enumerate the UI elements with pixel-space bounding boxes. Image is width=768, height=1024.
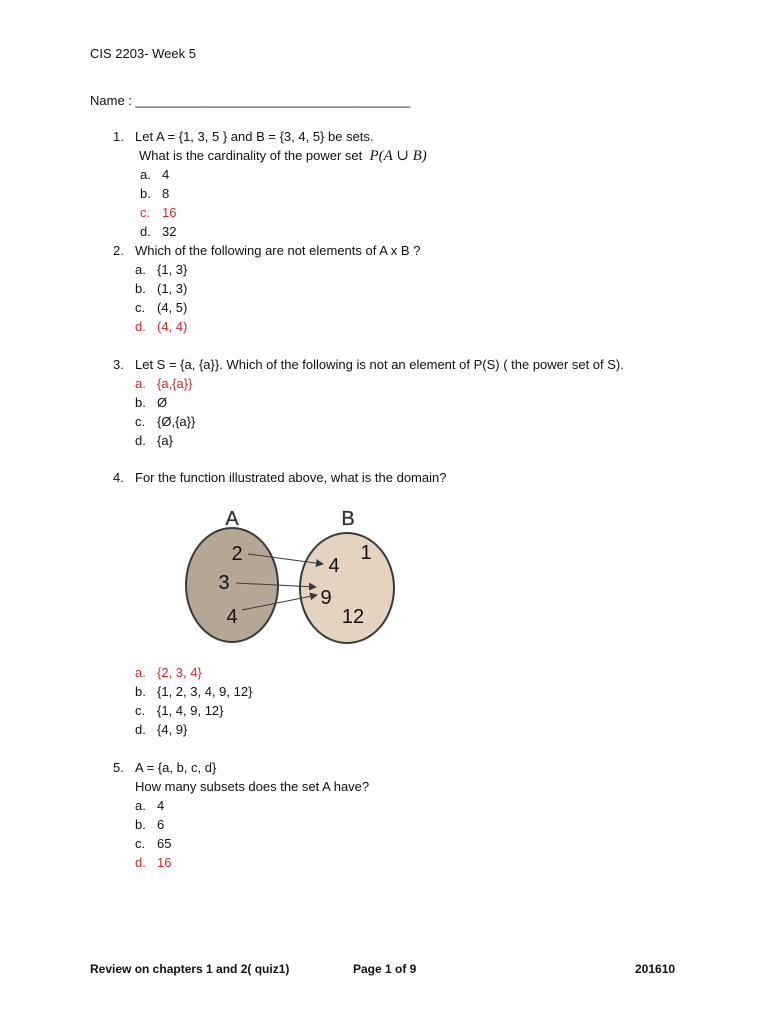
footer-right: 201610 — [635, 962, 676, 976]
set-a-label: A — [225, 508, 239, 530]
option-2c: c. (4, 5) — [135, 300, 188, 315]
option-3b: b. Ø — [135, 395, 168, 410]
option-4a-correct: a. {2, 3, 4} — [135, 665, 202, 680]
power-set-expression: P(A ∪ B) — [369, 148, 427, 164]
question-5-line-2: How many subsets does the set A have? — [135, 779, 370, 794]
question-4 — [113, 469, 446, 487]
question-number: 2. — [113, 243, 124, 258]
name-line: ______________________________________ — [135, 93, 411, 108]
option-5d-correct: d. 16 — [135, 855, 172, 870]
question-3 — [113, 356, 624, 374]
option-5c: c. 65 — [135, 836, 172, 851]
question-text: A = {a, b, c, d} — [135, 760, 217, 775]
name-field — [90, 92, 410, 110]
question-5 — [113, 759, 216, 777]
question-text: Let A = {1, 3, 5 } and B = {3, 4, 5} be sets. — [135, 129, 374, 144]
codomain-element-1: 1 — [360, 542, 372, 564]
function-mapping-diagram — [180, 502, 402, 652]
option-2a: a. {1, 3} — [135, 262, 188, 277]
question-number: 3. — [113, 357, 124, 372]
option-2b: b. (1, 3) — [135, 281, 188, 296]
codomain-element-4: 4 — [328, 555, 340, 577]
footer-left: Review on chapters 1 and 2( quiz1) — [90, 962, 290, 976]
set-b-label: B — [341, 508, 355, 530]
course-title: CIS 2203- Week 5 — [90, 46, 196, 61]
name-label: Name : — [90, 93, 132, 108]
option-3c: c. {Ø,{a}} — [135, 414, 196, 429]
option-4c: c. {1, 4, 9, 12} — [135, 703, 224, 718]
domain-element-2: 2 — [231, 543, 243, 565]
question-2 — [113, 242, 420, 260]
question-number: 1. — [113, 129, 124, 144]
option-4b: b. {1, 2, 3, 4, 9, 12} — [135, 684, 253, 699]
option-1b: b. 8 — [140, 186, 170, 201]
footer-page-number: Page 1 of 9 — [353, 962, 417, 976]
option-1a: a. 4 — [140, 167, 170, 182]
question-text: Which of the following are not elements of A x B ? — [135, 243, 421, 258]
codomain-element-9: 9 — [320, 587, 332, 609]
question-text: What is the cardinality of the power set — [139, 148, 363, 163]
domain-element-4: 4 — [226, 606, 238, 628]
question-text: For the function illustrated above, what is the domain? — [135, 470, 447, 485]
codomain-element-12: 12 — [341, 606, 365, 628]
option-4d: d. {4, 9} — [135, 722, 188, 737]
option-3a-correct: a. {a,{a}} — [135, 376, 193, 391]
question-1-line-2 — [139, 147, 427, 165]
domain-element-3: 3 — [218, 572, 230, 594]
question-1 — [113, 128, 374, 146]
question-number: 4. — [113, 470, 124, 485]
option-1c-correct: c. 16 — [140, 205, 177, 220]
option-3d: d. {a} — [135, 433, 173, 448]
option-5a: a. 4 — [135, 798, 165, 813]
question-text: Let S = {a, {a}}. Which of the following is not an element of P(S) ( the power set of S). — [135, 357, 624, 372]
option-5b: b. 6 — [135, 817, 165, 832]
question-number: 5. — [113, 760, 124, 775]
option-1d: d. 32 — [140, 224, 177, 239]
option-2d-correct: d. (4, 4) — [135, 319, 188, 334]
